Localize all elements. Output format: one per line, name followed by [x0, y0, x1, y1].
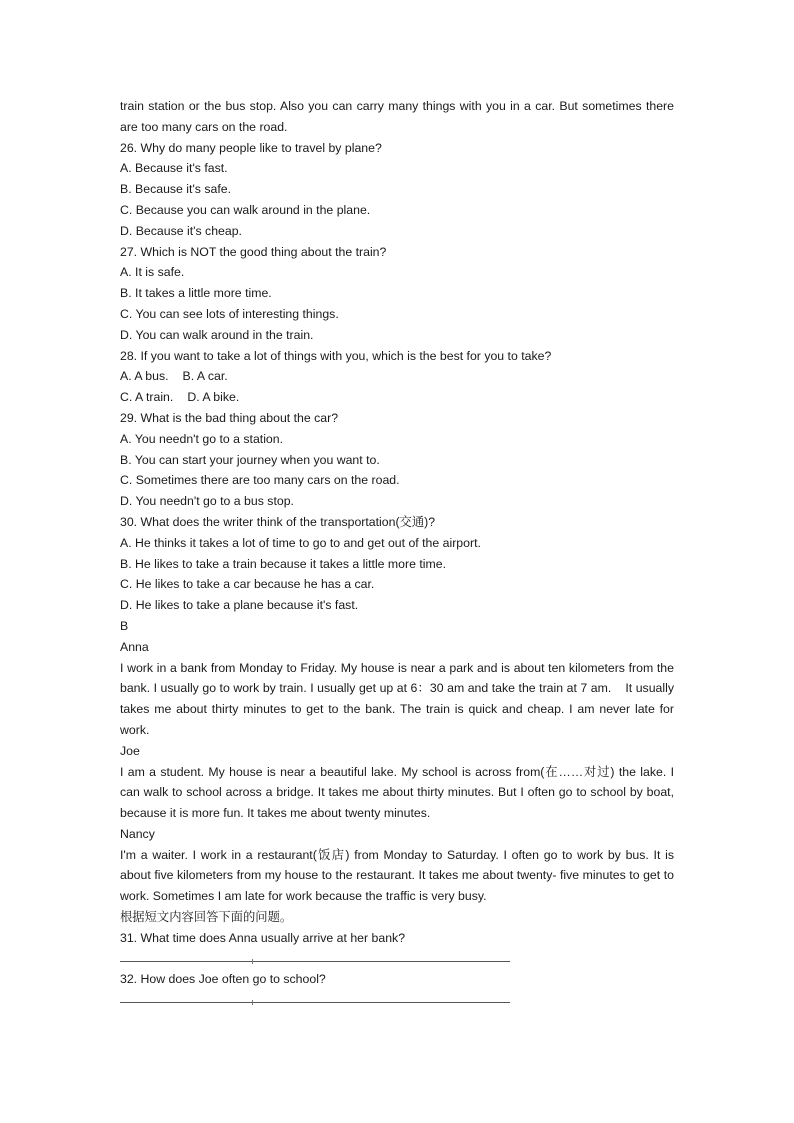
answer-line-32[interactable] [120, 990, 674, 1011]
person-nancy [120, 824, 674, 907]
question-28 [120, 346, 674, 408]
option: A. You needn't go to a station. [120, 431, 284, 446]
question-text: 26. Why do many people like to travel by plane? [120, 140, 382, 155]
question-text: 28. If you want to take a lot of things with you, which is the best for you to take? [120, 348, 552, 363]
option: C. Sometimes there are too many cars on the road. [120, 473, 400, 488]
question-text: 29. What is the bad thing about the car? [120, 410, 339, 425]
person-paragraph: I work in a bank from Monday to Friday. My house is near a park and is about ten kilometers from the bank. I usually go to work by train. I usually get up at 6：30 am and take the train at 7 am. It usually takes me about thirty minutes to get to the bank. The train is quick and cheap. I am never late for work. [120, 660, 674, 737]
option: C. You can see lots of interesting things. [120, 306, 339, 321]
option: D. You can walk around in the train. [120, 327, 314, 342]
person-name: Anna [120, 639, 149, 654]
option: A. Because it's fast. [120, 161, 228, 176]
document-content [120, 96, 674, 1011]
option: D. A bike. [187, 390, 240, 405]
question-30 [120, 512, 674, 616]
option: C. He likes to take a car because he has a car. [120, 577, 375, 592]
person-name: Nancy [120, 826, 155, 841]
option: D. He likes to take a plane because it's fast. [120, 598, 359, 613]
option: B. You can start your journey when you want to. [120, 452, 380, 467]
person-name: Joe [120, 743, 140, 758]
option: B. He likes to take a train because it takes a little more time. [120, 556, 447, 571]
question-27 [120, 242, 674, 346]
question-text: 30. What does the writer think of the transportation(交通)? [120, 514, 436, 529]
option: D. You needn't go to a bus stop. [120, 494, 294, 509]
question-text: 27. Which is NOT the good thing about the train? [120, 244, 387, 259]
option: C. A train. [120, 390, 174, 405]
option: C. Because you can walk around in the plane. [120, 202, 371, 217]
question-26 [120, 138, 674, 242]
person-joe [120, 741, 674, 824]
option: B. Because it's safe. [120, 182, 232, 197]
person-paragraph: I am a student. My house is near a beautiful lake. My school is across from(在……对过) the lake. I can walk to school across a bridge. It takes me about thirty minutes. But I often go to school by boat, because it is more fun. It takes me about twenty minutes. [120, 764, 674, 821]
person-anna [120, 637, 674, 741]
question-31: 31. What time does Anna usually arrive at her bank? [120, 930, 406, 945]
question-29 [120, 408, 674, 512]
option-row [120, 387, 674, 408]
passage-a-continued: train station or the bus stop. Also you can carry many things with you in a car. But sometimes there are too many cars on the road. [120, 99, 674, 134]
option: B. It takes a little more time. [120, 286, 272, 301]
option: A. A bus. [120, 369, 169, 384]
instruction: 根据短文内容回答下面的问题。 [120, 910, 293, 925]
option: A. He thinks it takes a lot of time to go to and get out of the airport. [120, 535, 481, 550]
option: B. A car. [182, 369, 228, 384]
answer-line-31[interactable] [120, 949, 674, 970]
option: D. Because it's cheap. [120, 223, 242, 238]
question-32: 32. How does Joe often go to school? [120, 972, 326, 987]
option-row [120, 366, 674, 387]
section-label: B [120, 618, 129, 633]
person-paragraph: I'm a waiter. I work in a restaurant(饭店) from Monday to Saturday. I often go to work by bus. It is about five kilometers from my house to the restaurant. It takes me about twenty- five minutes to get to work. Sometimes I am late for work because the traffic is very busy. [120, 847, 674, 904]
option: A. It is safe. [120, 265, 185, 280]
